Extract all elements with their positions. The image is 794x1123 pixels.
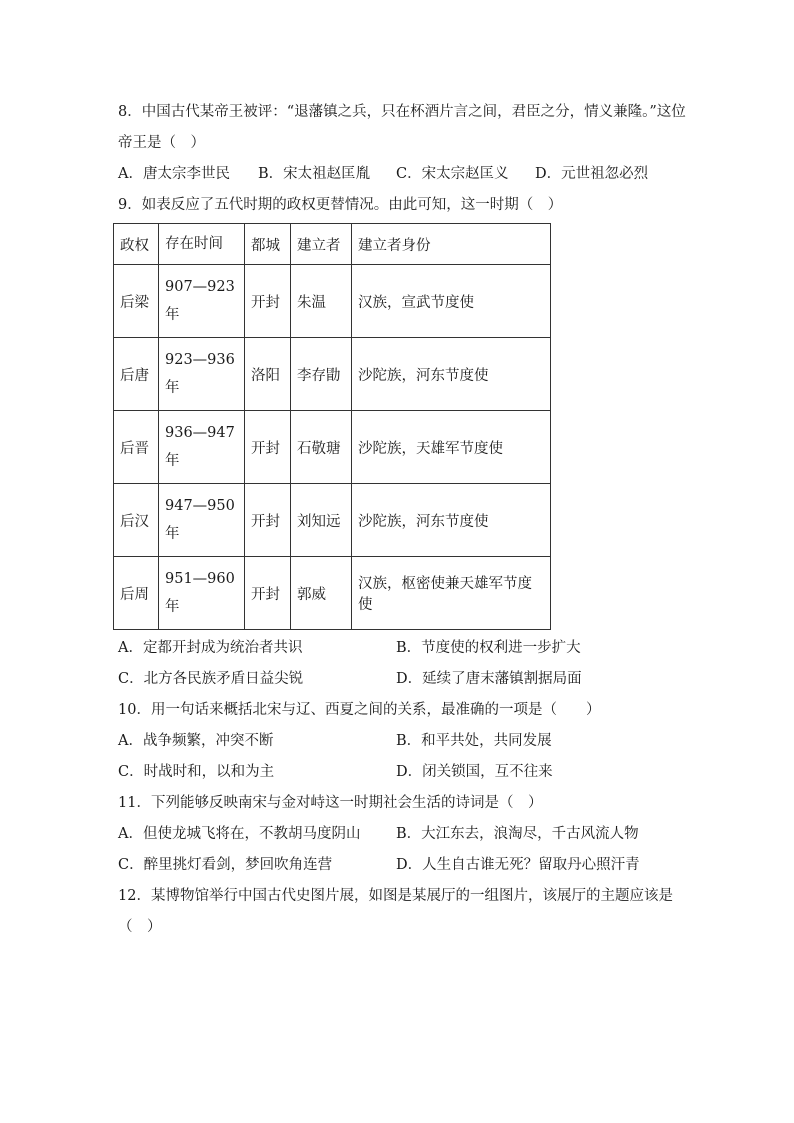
years-unit: 年 (165, 307, 180, 323)
cell-years (159, 338, 245, 411)
years-unit: 年 (165, 526, 180, 542)
q11-option-b: B．大江东去，浪淘尽，千古风流人物 (396, 826, 639, 842)
years-range: 951—960 (165, 571, 235, 587)
table-header-row (114, 224, 551, 265)
q11-option-a: A．但使龙城飞将在，不教胡马度阴山 (118, 826, 361, 842)
cell-founder: 李存勖 (291, 338, 352, 411)
header-years: 存在时间 (159, 224, 245, 265)
q8-stem-line1: 8．中国古代某帝王被评：“退藩镇之兵，只在杯酒片言之间，君臣之分，情义兼隆。”这位 (118, 104, 686, 120)
cell-identity: 汉族，宣武节度使 (352, 265, 551, 338)
cell-capital: 开封 (245, 557, 291, 630)
q8-option-b: B．宋太祖赵匡胤 (258, 166, 371, 182)
q8-option-c: C．宋太宗赵匡义 (396, 166, 509, 182)
q9-option-c: C．北方各民族矛盾日益尖锐 (118, 671, 304, 687)
q10-stem: 10．用一句话来概括北宋与辽、西夏之间的关系，最准确的一项是（ ） (118, 702, 601, 718)
q10-option-c: C．时战时和，以和为主 (118, 764, 275, 780)
cell-identity: 汉族，枢密使兼天雄军节度使 (352, 557, 551, 630)
q12-stem-line1: 12．某博物馆举行中国古代史图片展，如图是某展厅的一组图片，该展厅的主题应该是 (118, 888, 673, 904)
cell-identity: 沙陀族，河东节度使 (352, 484, 551, 557)
cell-years (159, 557, 245, 630)
cell-capital: 洛阳 (245, 338, 291, 411)
q8-option-a: A．唐太宗李世民 (118, 166, 230, 182)
cell-capital: 开封 (245, 411, 291, 484)
cell-founder: 朱温 (291, 265, 352, 338)
years-unit: 年 (165, 380, 180, 396)
header-regime: 政权 (114, 224, 159, 265)
table-row (114, 484, 551, 557)
years-range: 936—947 (165, 425, 235, 441)
q10-option-d: D．闭关锁国，互不往来 (396, 764, 553, 780)
cell-years (159, 265, 245, 338)
table-row (114, 265, 551, 338)
q9-stem: 9．如表反应了五代时期的政权更替情况。由此可知，这一时期（ ） (118, 197, 563, 213)
years-range: 907—923 (165, 279, 235, 295)
q11-option-c: C．醉里挑灯看剑，梦回吹角连营 (118, 857, 333, 873)
cell-regime: 后唐 (114, 338, 159, 411)
q12-stem-line2: （ ） (118, 919, 162, 935)
table-row (114, 557, 551, 630)
cell-identity: 沙陀族，河东节度使 (352, 338, 551, 411)
years-unit: 年 (165, 599, 180, 615)
q9-option-d: D．延续了唐末藩镇割据局面 (396, 671, 582, 687)
cell-regime: 后晋 (114, 411, 159, 484)
cell-years (159, 411, 245, 484)
header-capital: 都城 (245, 224, 291, 265)
cell-regime: 后梁 (114, 265, 159, 338)
q11-option-d: D．人生自古谁无死？留取丹心照汗青 (396, 857, 640, 873)
years-range: 947—950 (165, 498, 235, 514)
cell-founder: 郭威 (291, 557, 352, 630)
cell-regime: 后周 (114, 557, 159, 630)
regime-table (113, 223, 551, 630)
table-row (114, 411, 551, 484)
cell-capital: 开封 (245, 484, 291, 557)
q9-option-b: B．节度使的权利进一步扩大 (396, 640, 581, 656)
q11-stem: 11．下列能够反映南宋与金对峙这一时期社会生活的诗词是（ ） (118, 795, 543, 811)
header-founder: 建立者 (291, 224, 352, 265)
header-identity: 建立者身份 (352, 224, 551, 265)
cell-founder: 刘知远 (291, 484, 352, 557)
years-range: 923—936 (165, 352, 235, 368)
q8-option-d: D．元世祖忽必烈 (535, 166, 649, 182)
q9-option-a: A．定都开封成为统治者共识 (118, 640, 303, 656)
q10-option-b: B．和平共处，共同发展 (396, 733, 552, 749)
cell-regime: 后汉 (114, 484, 159, 557)
table-row (114, 338, 551, 411)
q8-stem-line2: 帝王是（ ） (118, 135, 205, 151)
cell-years (159, 484, 245, 557)
q10-option-a: A．战争频繁，冲突不断 (118, 733, 274, 749)
cell-identity: 沙陀族，天雄军节度使 (352, 411, 551, 484)
cell-founder: 石敬瑭 (291, 411, 352, 484)
years-unit: 年 (165, 453, 180, 469)
cell-capital: 开封 (245, 265, 291, 338)
